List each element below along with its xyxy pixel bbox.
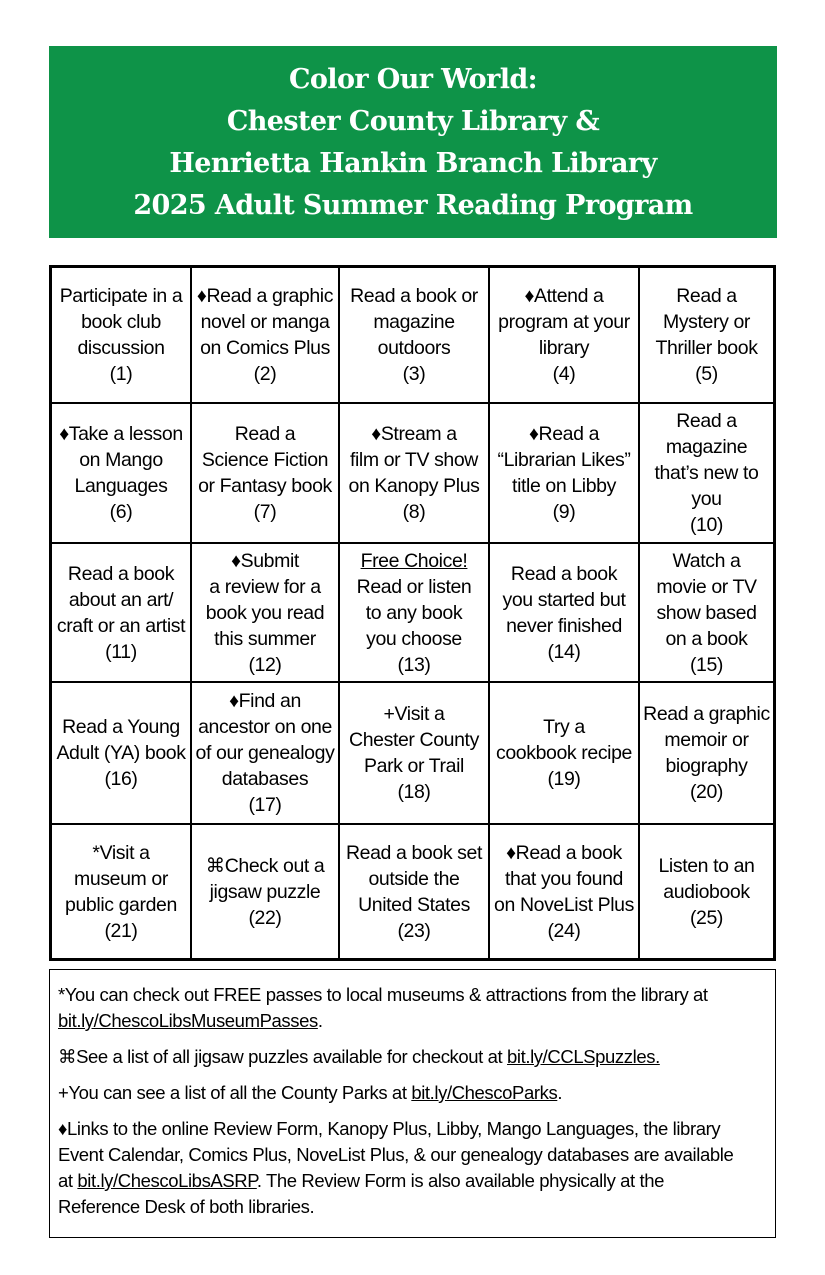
note-museum-suffix: . (317, 1010, 323, 1031)
bingo-cell-20-line-2: memoir or (664, 729, 749, 751)
bingo-cell-7-line-1: Read a (234, 423, 296, 445)
header-title-line-3: Henrietta Hankin Branch Library (169, 148, 657, 179)
bingo-cell-15 (640, 544, 773, 683)
bingo-cell-24-line-1: ♦Read a book (506, 841, 622, 864)
bingo-cell-4-line-2: program at your (498, 311, 630, 333)
bingo-cell-7-line-2: Science Fiction (201, 449, 329, 471)
bingo-cell-18-line-2: Chester County (349, 729, 479, 751)
bingo-grid (49, 265, 776, 961)
bingo-cell-15-line-2: movie or TV (656, 575, 757, 598)
bingo-cell-10-line-3: that’s new to (654, 462, 759, 484)
bingo-cell-4 (490, 268, 640, 404)
note-online-links (58, 1116, 767, 1220)
bingo-cell-8-line-1: ♦Stream a (371, 423, 457, 445)
bingo-cell-3-line-4: (3) (402, 363, 426, 385)
bingo-cell-11-line-2: about an art/ (68, 588, 174, 611)
bingo-cell-11 (52, 544, 192, 683)
bingo-cell-6-line-2: on Mango (79, 449, 163, 471)
bingo-cell-6-line-3: Languages (74, 475, 168, 497)
bingo-cell-10 (640, 404, 773, 544)
bingo-cell-23-line-3: United States (358, 893, 470, 916)
bingo-cell-2-line-2: novel or manga (200, 311, 330, 333)
note-links-line-2: Event Calendar, Comics Plus, NoveList Plus, & our genealogy databases are available (58, 1144, 734, 1165)
bingo-cell-15-line-4: on a book (665, 627, 748, 650)
bingo-cell-12-line-5: (12) (248, 653, 282, 676)
asrp-link[interactable]: bit.ly/ChescoLibsASRP (77, 1170, 257, 1191)
bingo-cell-20-line-3: biography (665, 755, 748, 777)
bingo-cell-11-line-3: craft or an artist (56, 614, 186, 637)
bingo-cell-5 (640, 268, 773, 404)
bingo-cell-14-line-4: (14) (547, 640, 581, 663)
bingo-cell-23-line-1: Read a book set (345, 841, 482, 864)
bingo-cell-9-line-1: ♦Read a (528, 423, 600, 445)
bingo-cell-22-line-3: (22) (248, 906, 282, 929)
bingo-cell-19 (490, 683, 640, 825)
bingo-cell-3 (340, 268, 490, 404)
bingo-cell-13-line-1: Free Choice! (360, 549, 468, 572)
bingo-cell-16-line-1: Read a Young (62, 716, 180, 738)
bingo-cell-8-line-2: film or TV show (349, 449, 478, 471)
bingo-cell-13-line-5: (13) (397, 653, 431, 676)
bingo-cell-19-line-2: cookbook recipe (495, 742, 632, 764)
note-links-line-4: Reference Desk of both libraries. (58, 1196, 315, 1217)
bingo-cell-13-line-4: you choose (366, 627, 462, 650)
bingo-cell-14 (490, 544, 640, 683)
footnotes-box (49, 969, 776, 1238)
bingo-cell-24-line-4: (24) (547, 919, 581, 942)
bingo-cell-5-line-3: Thriller book (655, 337, 758, 359)
bingo-cell-8 (340, 404, 490, 544)
bingo-cell-16-line-2: Adult (YA) book (56, 742, 186, 764)
bingo-cell-17-line-5: (17) (248, 794, 282, 816)
bingo-cell-9-line-4: (9) (552, 501, 576, 523)
bingo-cell-22-line-1: ⌘Check out a (205, 854, 325, 877)
bingo-cell-19-line-3: (19) (547, 768, 581, 790)
bingo-cell-19-line-1: Try a (543, 716, 585, 738)
header-title-line-2: Chester County Library & (226, 106, 600, 137)
bingo-cell-7-line-4: (7) (253, 501, 277, 523)
bingo-cell-10-line-5: (10) (689, 514, 724, 536)
bingo-cell-13-line-2: Read or listen (356, 575, 472, 598)
bingo-cell-20 (640, 683, 773, 825)
bingo-cell-14-line-2: you started but (502, 588, 626, 611)
header-title-line-1: Color Our World: (288, 64, 538, 95)
bingo-cell-11-line-4: (11) (105, 640, 137, 663)
bingo-cell-9-line-3: title on Libby (512, 475, 616, 497)
note-county-parks (58, 1080, 767, 1106)
bingo-cell-17-line-4: databases (221, 768, 309, 790)
bingo-cell-1 (52, 268, 192, 404)
header-title-line-4: 2025 Adult Summer Reading Program (133, 190, 693, 221)
bingo-cell-12-line-2: a review for a (209, 575, 321, 598)
bingo-cell-1-line-3: discussion (77, 337, 165, 359)
bingo-cell-14-line-3: never finished (506, 614, 622, 637)
bingo-cell-15-line-5: (15) (689, 653, 724, 676)
bingo-cell-9-line-2: “Librarian Likes” (497, 449, 631, 471)
bingo-cell-12-line-1: ♦Submit (231, 549, 299, 572)
puzzles-link[interactable]: bit.ly/CCLSpuzzles. (507, 1046, 660, 1067)
bingo-cell-25 (640, 825, 773, 958)
bingo-cell-8-line-4: (8) (402, 501, 426, 523)
bingo-cell-10-line-2: magazine (665, 436, 748, 458)
bingo-cell-21 (52, 825, 192, 958)
bingo-cell-23 (340, 825, 490, 958)
note-puzzles-text: ⌘See a list of all jigsaw puzzles available for checkout at (58, 1046, 508, 1067)
bingo-cell-24-line-3: on NoveList Plus (494, 893, 634, 916)
bingo-cell-4-line-1: ♦Attend a (524, 285, 604, 307)
bingo-cell-5-line-2: Mystery or (662, 311, 750, 333)
bingo-cell-18-line-4: (18) (397, 781, 431, 803)
bingo-cell-17 (192, 683, 340, 825)
bingo-cell-7-line-3: or Fantasy book (198, 475, 332, 497)
bingo-cell-9 (490, 404, 640, 544)
bingo-cell-23-line-4: (23) (397, 919, 431, 942)
bingo-cell-3-line-1: Read a book or (350, 285, 478, 307)
bingo-cell-25-line-3: (25) (689, 906, 724, 929)
bingo-cell-3-line-3: outdoors (377, 337, 451, 359)
bingo-cell-10-line-4: you (691, 488, 722, 510)
bingo-cell-1-line-2: book club (81, 311, 161, 333)
bingo-cell-1-line-4: (1) (109, 363, 133, 385)
bingo-cell-25-line-2: audiobook (663, 880, 750, 903)
bingo-cell-18-line-3: Park or Trail (364, 755, 464, 777)
bingo-cell-6-line-1: ♦Take a lesson (59, 423, 183, 445)
parks-link[interactable]: bit.ly/ChescoParks (411, 1082, 558, 1103)
bingo-cell-1-line-1: Participate in a (59, 285, 183, 307)
bingo-cell-12-line-3: book you read (205, 601, 325, 624)
bingo-cell-4-line-3: library (538, 337, 590, 359)
note-parks-text: +You can see a list of all the County Parks at (58, 1082, 412, 1103)
museum-passes-link[interactable]: bit.ly/ChescoLibsMuseumPasses (58, 1010, 318, 1031)
bingo-cell-21-line-3: public garden (65, 893, 177, 916)
bingo-cell-21-line-4: (21) (104, 919, 138, 942)
bingo-cell-2-line-3: on Comics Plus (200, 337, 330, 359)
bingo-cell-22-line-2: jigsaw puzzle (209, 880, 321, 903)
bingo-cell-20-line-1: Read a graphic (643, 703, 770, 725)
bingo-cell-20-line-4: (20) (689, 781, 724, 803)
header-banner (49, 46, 777, 238)
bingo-cell-2 (192, 268, 340, 404)
bingo-cell-10-line-1: Read a (676, 410, 737, 432)
bingo-cell-13-line-3: to any book (365, 601, 463, 624)
bingo-cell-21-line-2: museum or (74, 867, 168, 890)
bingo-cell-15-line-1: Watch a (672, 549, 741, 572)
bingo-cell-2-line-1: ♦Read a graphic (196, 285, 334, 307)
bingo-cell-21-line-1: *Visit a (92, 841, 150, 864)
bingo-cell-11-line-1: Read a book (67, 562, 175, 585)
bingo-cell-4-line-4: (4) (552, 363, 576, 385)
bingo-cell-15-line-3: show based (656, 601, 757, 624)
bingo-cell-7 (192, 404, 340, 544)
note-museum-text: *You can check out FREE passes to local museums & attractions from the library at (58, 984, 708, 1005)
note-links-after: . The Review Form is also available physically at the (256, 1170, 665, 1191)
bingo-cell-5-line-4: (5) (695, 363, 718, 385)
bingo-cell-2-line-4: (2) (253, 363, 277, 385)
bingo-cell-25-line-1: Listen to an (658, 854, 755, 877)
note-parks-suffix: . (557, 1082, 563, 1103)
bingo-cell-8-line-3: on Kanopy Plus (348, 475, 480, 497)
bingo-cell-5-line-1: Read a (676, 285, 737, 307)
note-links-line-1: ♦Links to the online Review Form, Kanopy Plus, Libby, Mango Languages, the library (58, 1118, 721, 1139)
bingo-cell-6-line-4: (6) (109, 501, 133, 523)
bingo-cell-3-line-2: magazine (373, 311, 455, 333)
bingo-cell-18-line-1: +Visit a (383, 703, 445, 725)
bingo-cell-23-line-2: outside the (368, 867, 460, 890)
bingo-cell-6 (52, 404, 192, 544)
bingo-cell-17-line-3: of our genealogy (195, 742, 335, 764)
bingo-cell-14-line-1: Read a book (510, 562, 618, 585)
bingo-cell-18 (340, 683, 490, 825)
bingo-cell-12-line-4: this summer (214, 627, 316, 650)
bingo-cell-22 (192, 825, 340, 958)
bingo-cell-13 (340, 544, 490, 683)
note-links-at: at (58, 1170, 78, 1191)
note-jigsaw-puzzles (58, 1044, 767, 1070)
bingo-cell-16 (52, 683, 192, 825)
bingo-cell-17-line-1: ♦Find an (229, 690, 301, 712)
bingo-cell-24 (490, 825, 640, 958)
bingo-cell-17-line-2: ancestor on one (198, 716, 332, 738)
bingo-cell-24-line-2: that you found (505, 867, 623, 890)
bingo-cell-12 (192, 544, 340, 683)
note-museum-passes (58, 982, 767, 1034)
bingo-cell-16-line-3: (16) (104, 768, 138, 790)
